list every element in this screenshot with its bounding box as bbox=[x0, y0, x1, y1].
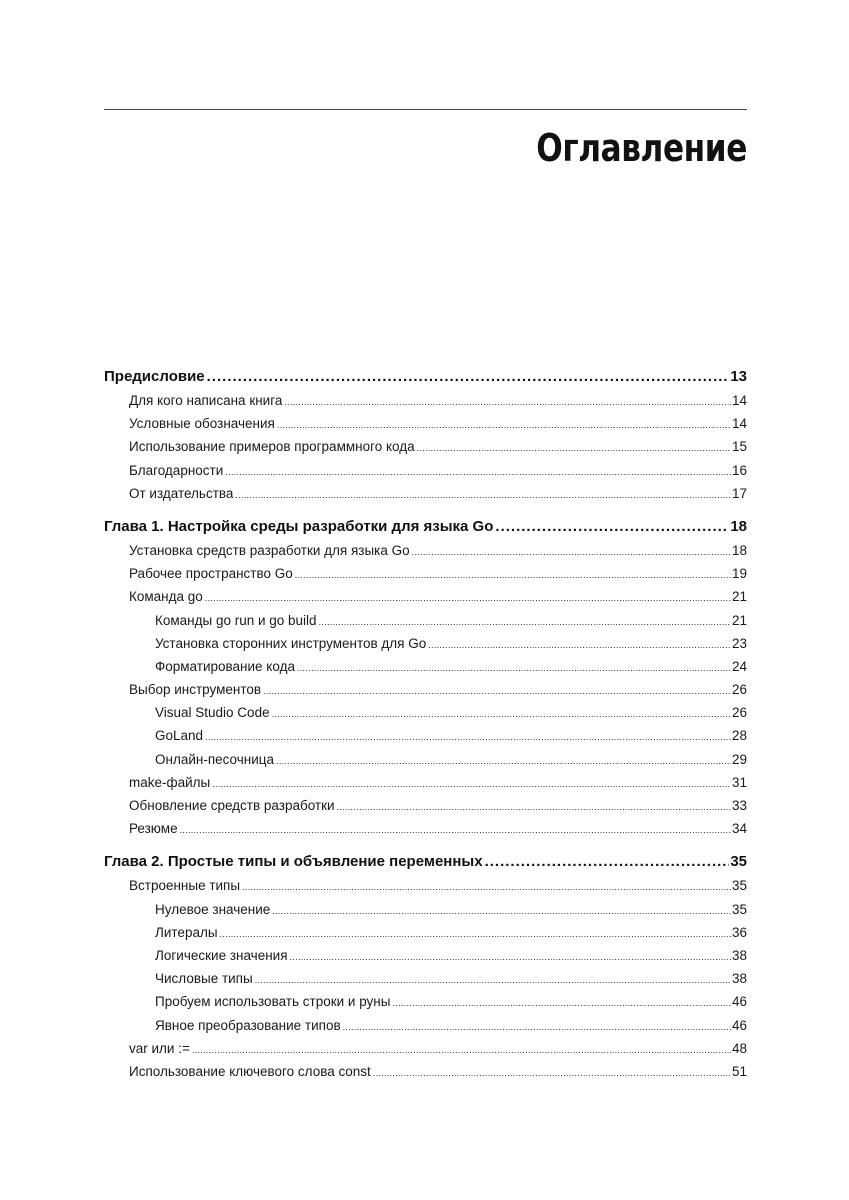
toc-entry-title: Онлайн-песочница bbox=[155, 751, 275, 767]
dot-leader bbox=[192, 1037, 731, 1060]
toc-entry-title: Команда go bbox=[129, 589, 203, 605]
dot-leader bbox=[205, 585, 731, 608]
toc-entry[interactable] bbox=[104, 678, 747, 701]
toc-entry-title: GoLand bbox=[155, 728, 204, 744]
toc-entry-title: Команды go run и go build bbox=[155, 612, 317, 628]
dot-leader bbox=[225, 459, 731, 482]
dot-leader bbox=[263, 678, 731, 701]
toc-entry-page: 18 bbox=[730, 517, 747, 535]
toc-entry[interactable] bbox=[104, 898, 747, 921]
toc-entry-page: 24 bbox=[731, 658, 747, 674]
toc-entry-page: 34 bbox=[731, 821, 747, 837]
dot-leader bbox=[392, 990, 731, 1013]
toc-entry[interactable] bbox=[104, 539, 747, 562]
toc-entry-page: 35 bbox=[730, 853, 747, 871]
toc-entry-page: 29 bbox=[731, 751, 747, 767]
toc-entry-page: 15 bbox=[731, 439, 747, 455]
toc-entry-title: Форматирование кода bbox=[155, 658, 295, 674]
dot-leader bbox=[343, 1014, 731, 1037]
toc-entry-page: 38 bbox=[731, 971, 747, 987]
toc-entry[interactable] bbox=[104, 412, 747, 435]
toc-entry-page: 38 bbox=[731, 947, 747, 963]
toc-entry-page: 14 bbox=[731, 416, 747, 432]
dot-leader bbox=[428, 632, 731, 655]
toc-entry-title: Глава 1. Настройка среды разработки для языка Go bbox=[104, 517, 494, 535]
toc-entry[interactable] bbox=[104, 921, 747, 944]
toc-entry-page: 33 bbox=[731, 798, 747, 813]
dot-leader bbox=[297, 655, 731, 678]
dot-leader bbox=[337, 794, 731, 817]
toc-entry-title: var или := bbox=[129, 1040, 190, 1056]
toc-entry[interactable] bbox=[104, 1060, 747, 1083]
toc-entry-page: 14 bbox=[731, 393, 747, 408]
toc-entry[interactable] bbox=[104, 817, 747, 840]
toc-entry-title: Числовые типы bbox=[155, 971, 253, 987]
dot-leader bbox=[373, 1060, 731, 1083]
toc-entry-page: 36 bbox=[731, 924, 747, 940]
toc-entry-title: Выбор инструментов bbox=[129, 682, 262, 698]
toc-entry-page: 31 bbox=[731, 774, 747, 790]
toc-entry-title: Использование ключевого слова const bbox=[129, 1063, 371, 1079]
dot-leader bbox=[207, 364, 730, 389]
toc-chapter-entry[interactable] bbox=[104, 849, 747, 874]
toc-entry[interactable] bbox=[104, 389, 747, 412]
toc-entry-page: 23 bbox=[731, 635, 747, 651]
toc-entry-page: 21 bbox=[731, 612, 747, 628]
toc-entry-title: Использование примеров программного кода bbox=[129, 439, 415, 455]
toc-entry-page: 13 bbox=[730, 368, 747, 385]
toc-entry-page: 48 bbox=[731, 1040, 747, 1056]
toc-entry-title: Встроенные типы bbox=[129, 878, 241, 894]
dot-leader bbox=[255, 967, 731, 990]
toc-entry[interactable] bbox=[104, 771, 747, 794]
toc-entry[interactable] bbox=[104, 655, 747, 678]
toc-entry-page: 46 bbox=[731, 1017, 747, 1033]
dot-leader bbox=[412, 539, 731, 562]
toc-entry-title: Рабочее пространство Go bbox=[129, 566, 293, 582]
toc-entry[interactable] bbox=[104, 632, 747, 655]
toc-entry[interactable] bbox=[104, 562, 747, 585]
toc-chapter-entry[interactable] bbox=[104, 514, 747, 539]
toc-entry-title: Для кого написана книга bbox=[129, 393, 283, 408]
dot-leader bbox=[205, 724, 731, 747]
toc-entry-title: Установка средств разработки для языка Go bbox=[129, 542, 410, 558]
toc-entry[interactable] bbox=[104, 459, 747, 482]
toc-entry[interactable] bbox=[104, 1014, 747, 1037]
dot-leader bbox=[485, 849, 730, 874]
toc-entry-title: Явное преобразование типов bbox=[155, 1017, 341, 1033]
toc-entry-title: Нулевое значение bbox=[155, 901, 271, 917]
toc-entry[interactable] bbox=[104, 990, 747, 1013]
toc-entry[interactable] bbox=[104, 794, 747, 817]
dot-leader bbox=[284, 389, 731, 412]
toc-entry-page: 19 bbox=[731, 566, 747, 582]
toc-entry[interactable] bbox=[104, 724, 747, 747]
toc-entry-title: Установка сторонних инструментов для Go bbox=[155, 635, 427, 651]
toc-entry-page: 35 bbox=[731, 878, 747, 894]
toc-entry-title: Глава 2. Простые типы и объявление переменных bbox=[104, 853, 483, 871]
toc-entry-page: 16 bbox=[731, 462, 747, 478]
dot-leader bbox=[277, 412, 731, 435]
dot-leader bbox=[235, 482, 731, 505]
toc-entry-page: 17 bbox=[731, 485, 747, 501]
toc-entry[interactable] bbox=[104, 874, 747, 897]
toc-entry[interactable] bbox=[104, 585, 747, 608]
toc-entry-title: От издательства bbox=[129, 485, 234, 501]
toc-entry[interactable] bbox=[104, 435, 747, 458]
toc-entry[interactable] bbox=[104, 1037, 747, 1060]
table-of-contents bbox=[104, 364, 747, 1083]
toc-entry[interactable] bbox=[104, 701, 747, 724]
toc-chapter-entry[interactable] bbox=[104, 364, 747, 389]
toc-entry-title: Благодарности bbox=[129, 462, 224, 478]
dot-leader bbox=[319, 609, 731, 632]
dot-leader bbox=[295, 562, 731, 585]
toc-entry-page: 26 bbox=[731, 705, 747, 721]
toc-entry-page: 26 bbox=[731, 682, 747, 698]
toc-entry-title: Пробуем использовать строки и руны bbox=[155, 994, 391, 1010]
toc-entry-title: Условные обозначения bbox=[129, 416, 275, 432]
toc-entry-page: 21 bbox=[731, 589, 747, 605]
dot-leader bbox=[242, 874, 731, 897]
toc-entry[interactable] bbox=[104, 944, 747, 967]
toc-entry-title: Предисловие bbox=[104, 368, 205, 385]
toc-entry[interactable] bbox=[104, 482, 747, 505]
top-rule bbox=[104, 109, 747, 110]
toc-entry-page: 51 bbox=[731, 1063, 747, 1079]
page-title: Оглавление bbox=[536, 126, 747, 170]
toc-entry-title: Резюме bbox=[129, 821, 178, 837]
toc-entry-page: 46 bbox=[731, 994, 747, 1010]
dot-leader bbox=[220, 921, 731, 944]
toc-entry-page: 28 bbox=[731, 728, 747, 744]
toc-entry-title: Логические значения bbox=[155, 947, 288, 963]
toc-entry-page: 35 bbox=[731, 901, 747, 917]
toc-entry[interactable] bbox=[104, 967, 747, 990]
dot-leader bbox=[495, 514, 729, 539]
dot-leader bbox=[272, 701, 731, 724]
toc-entry-title: make-файлы bbox=[129, 774, 211, 790]
toc-entry[interactable] bbox=[104, 748, 747, 771]
dot-leader bbox=[272, 898, 731, 921]
dot-leader bbox=[212, 771, 731, 794]
dot-leader bbox=[417, 435, 731, 458]
toc-entry[interactable] bbox=[104, 609, 747, 632]
dot-leader bbox=[180, 817, 731, 840]
toc-entry-title: Visual Studio Code bbox=[155, 705, 270, 721]
toc-entry-page: 18 bbox=[731, 542, 747, 558]
dot-leader bbox=[276, 748, 731, 771]
dot-leader bbox=[290, 944, 731, 967]
toc-entry-title: Обновление средств разработки bbox=[129, 798, 335, 813]
toc-entry-title: Литералы bbox=[155, 924, 218, 940]
